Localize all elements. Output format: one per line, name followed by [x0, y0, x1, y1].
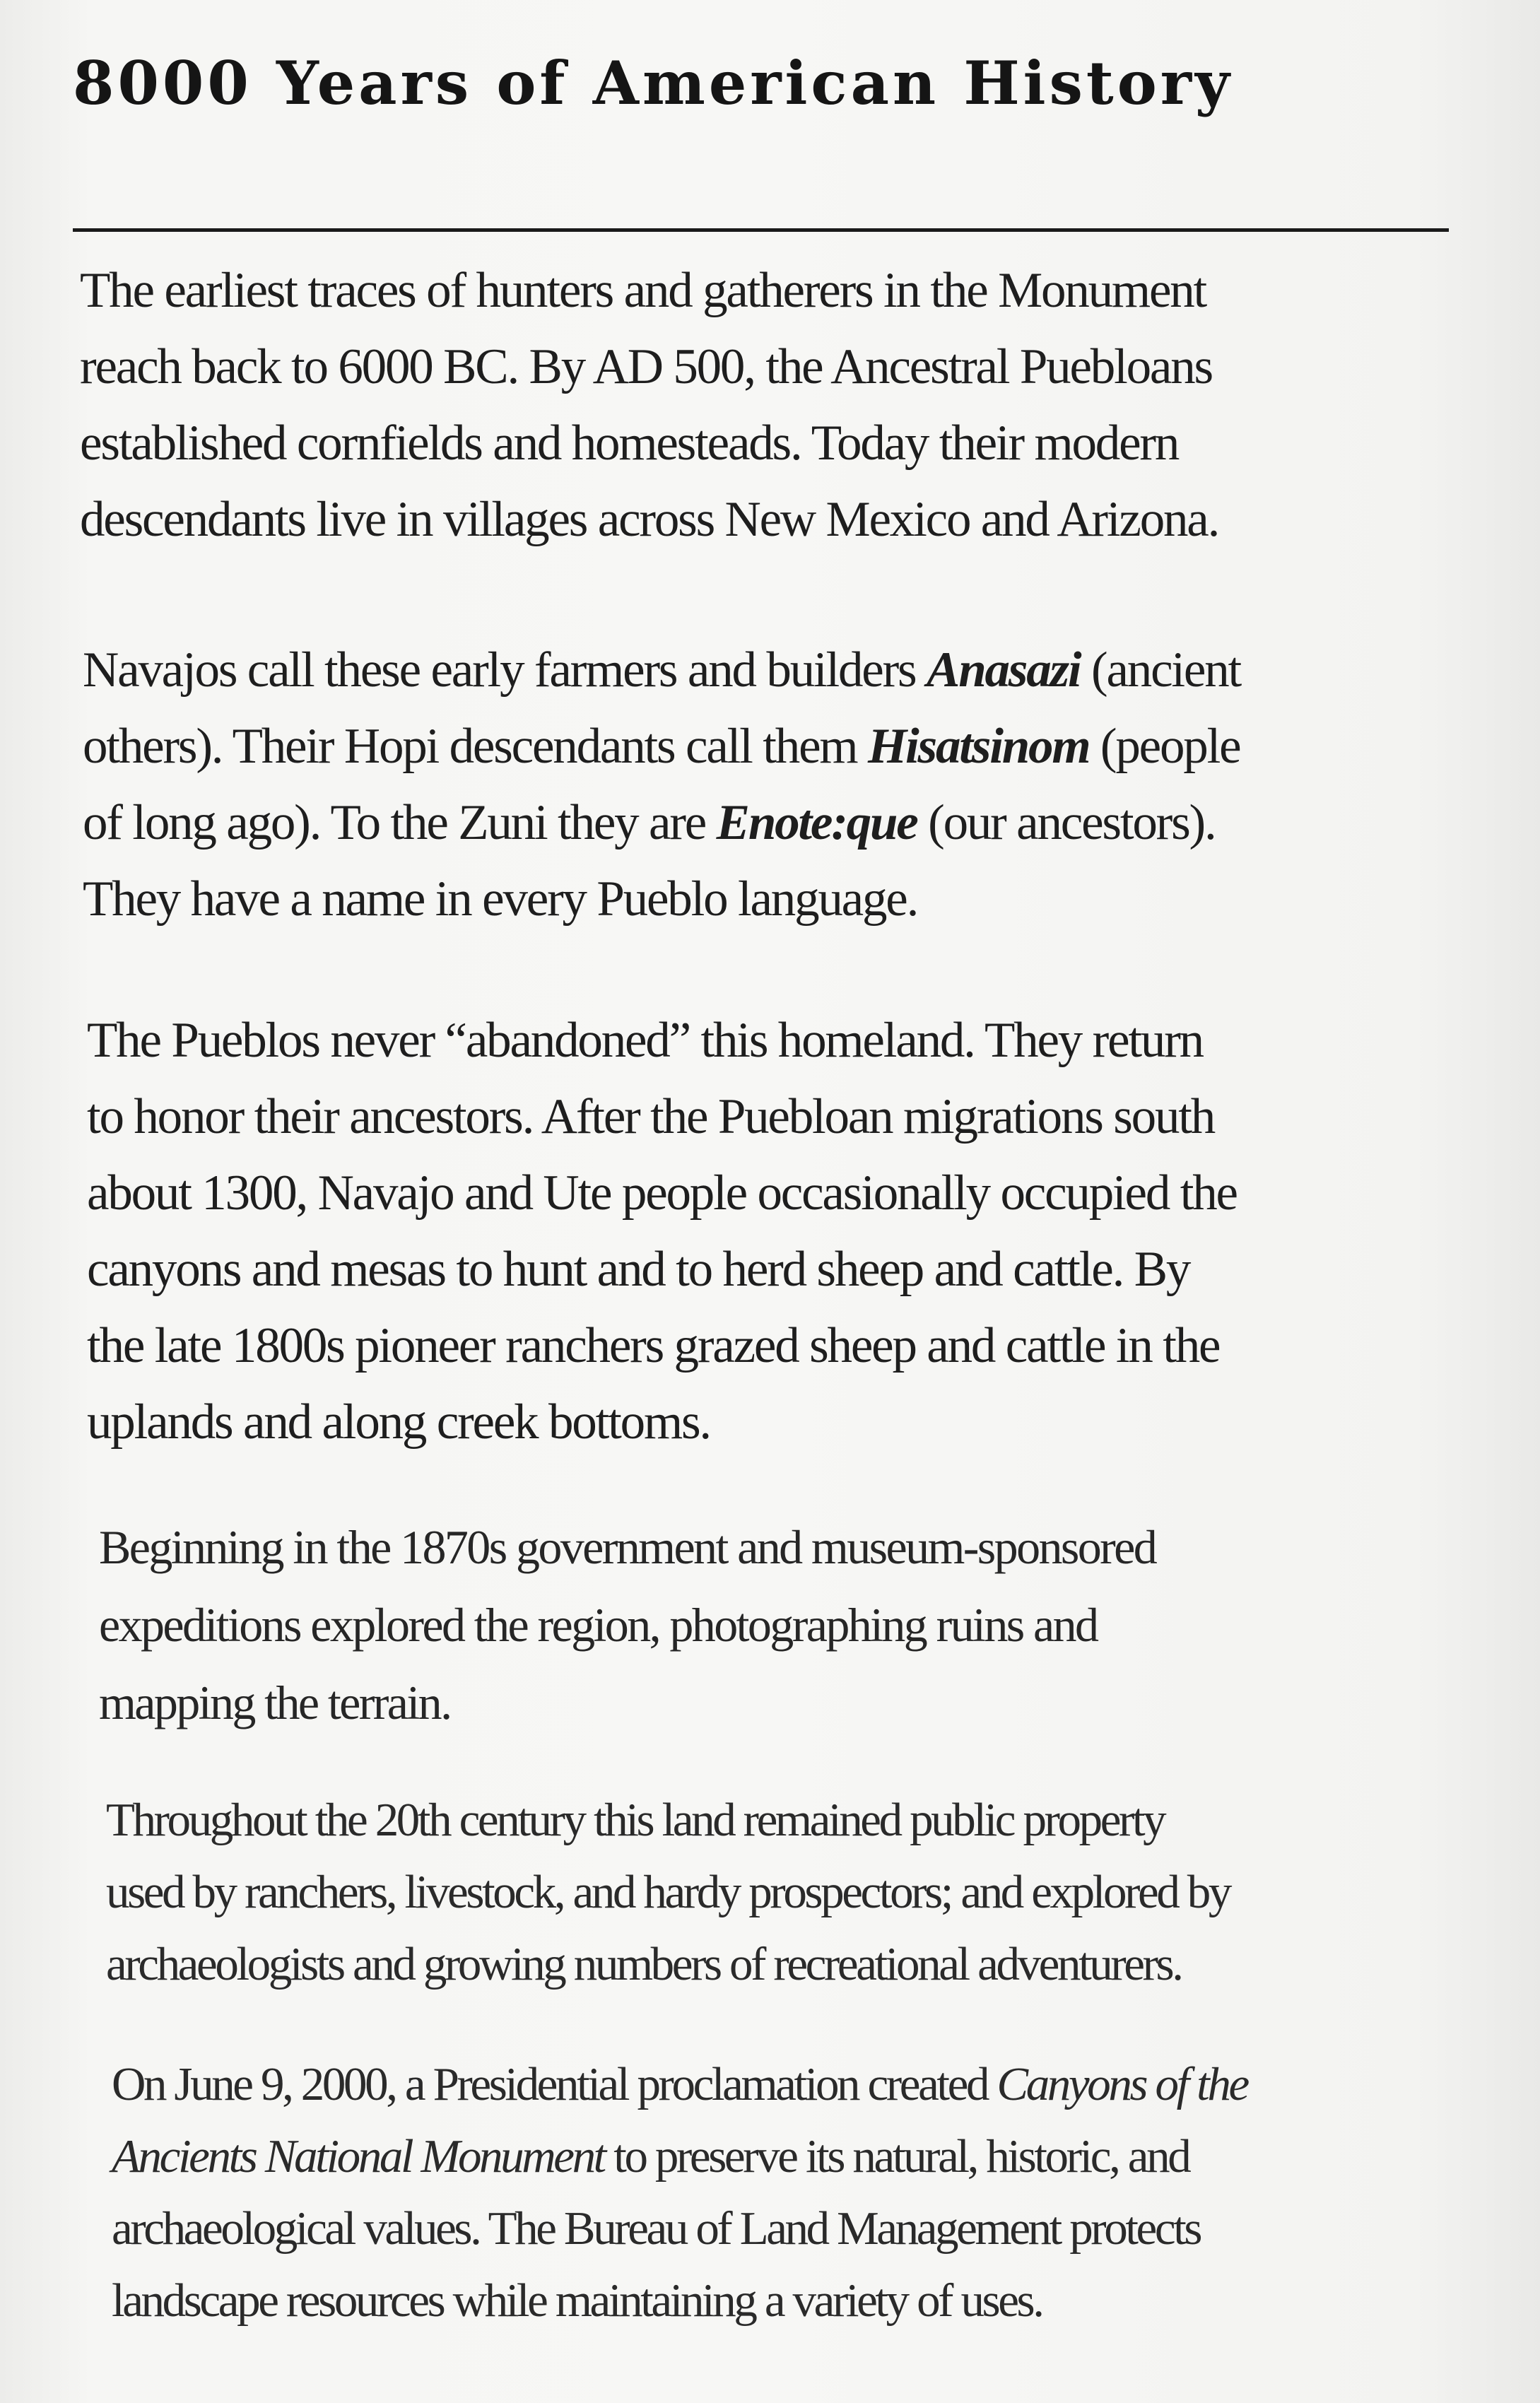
- text-line: [83, 861, 1240, 937]
- text-run: to preserve its natural, historic, and: [604, 2130, 1189, 2182]
- paragraph-names: [83, 632, 1240, 937]
- text-line: [83, 632, 1240, 708]
- text-run: Beginning in the 1870s government and museum-sponsored: [99, 1520, 1156, 1574]
- text-line: [106, 1928, 1230, 2000]
- text-line: [80, 405, 1218, 481]
- text-run: expeditions explored the region, photographing ruins and: [99, 1598, 1098, 1652]
- text-line: [80, 481, 1218, 558]
- paragraph-20th-century: [106, 1784, 1230, 2000]
- text-line: [80, 252, 1218, 329]
- text-run: (ancient: [1080, 642, 1241, 698]
- text-line: [87, 1155, 1237, 1231]
- text-run: others). Their Hopi descendants call them: [83, 719, 868, 774]
- text-run: The Pueblos never “abandoned” this homeland. They return: [87, 1013, 1203, 1068]
- emphasized-term: Ancients National Monument: [112, 2130, 604, 2182]
- text-run: (our ancestors).: [917, 795, 1216, 850]
- paragraph-proclamation: [112, 2048, 1247, 2337]
- text-run: archaeological values. The Bureau of Land Management protects: [112, 2202, 1201, 2255]
- text-run: uplands and along creek bottoms.: [87, 1394, 710, 1450]
- text-run: about 1300, Navajo and Ute people occasionally occupied the: [87, 1165, 1237, 1221]
- text-run: Navajos call these early farmers and builders: [83, 642, 927, 698]
- emphasized-term: Hisatsinom: [867, 719, 1090, 774]
- text-line: [112, 2192, 1247, 2264]
- text-run: Throughout the 20th century this land remained public property: [106, 1794, 1165, 1846]
- text-line: [112, 2120, 1247, 2192]
- text-run: They have a name in every Pueblo language.: [83, 871, 918, 927]
- text-line: [87, 1308, 1237, 1384]
- title-divider: [73, 228, 1449, 232]
- text-line: [83, 708, 1240, 785]
- text-run: mapping the terrain.: [99, 1676, 451, 1729]
- emphasized-term: Enote:que: [716, 795, 917, 850]
- text-line: [80, 329, 1218, 405]
- text-run: archaeologists and growing numbers of recreational adventurers.: [106, 1938, 1182, 1990]
- text-run: (people: [1089, 719, 1240, 774]
- text-line: [112, 2048, 1247, 2120]
- text-line: [83, 785, 1240, 861]
- emphasized-term: Anasazi: [927, 642, 1081, 698]
- text-run: canyons and mesas to hunt and to herd sheep and cattle. By: [87, 1242, 1190, 1297]
- text-run: to honor their ancestors. After the Puebloan migrations south: [87, 1089, 1215, 1144]
- text-line: [87, 1384, 1237, 1460]
- text-line: [99, 1508, 1156, 1586]
- text-line: [87, 1002, 1237, 1079]
- text-line: [112, 2264, 1247, 2337]
- text-line: [106, 1784, 1230, 1856]
- text-run: of long ago). To the Zuni they are: [83, 795, 717, 850]
- text-line: [87, 1079, 1237, 1155]
- text-run: The earliest traces of hunters and gatherers in the Monument: [80, 263, 1206, 318]
- text-run: used by ranchers, livestock, and hardy prospectors; and explored by: [106, 1866, 1230, 1918]
- emphasized-term: Canyons of the: [997, 2058, 1247, 2110]
- text-line: [87, 1231, 1237, 1308]
- text-line: [99, 1586, 1156, 1664]
- paragraph-homeland: [87, 1002, 1237, 1460]
- text-run: descendants live in villages across New Mexico and Arizona.: [80, 492, 1219, 547]
- page-title: 8000 Years of American History: [73, 48, 1233, 118]
- text-run: landscape resources while maintaining a variety of uses.: [112, 2274, 1042, 2327]
- paragraph-expeditions: [99, 1508, 1156, 1741]
- text-run: reach back to 6000 BC. By AD 500, the Ancestral Puebloans: [80, 339, 1212, 394]
- text-line: [99, 1664, 1156, 1741]
- paragraph-earliest-traces: [80, 252, 1218, 558]
- text-run: the late 1800s pioneer ranchers grazed sheep and cattle in the: [87, 1318, 1220, 1373]
- text-line: [106, 1856, 1230, 1928]
- text-run: established cornfields and homesteads. Today their modern: [80, 416, 1179, 471]
- text-run: On June 9, 2000, a Presidential proclamation created: [112, 2058, 997, 2110]
